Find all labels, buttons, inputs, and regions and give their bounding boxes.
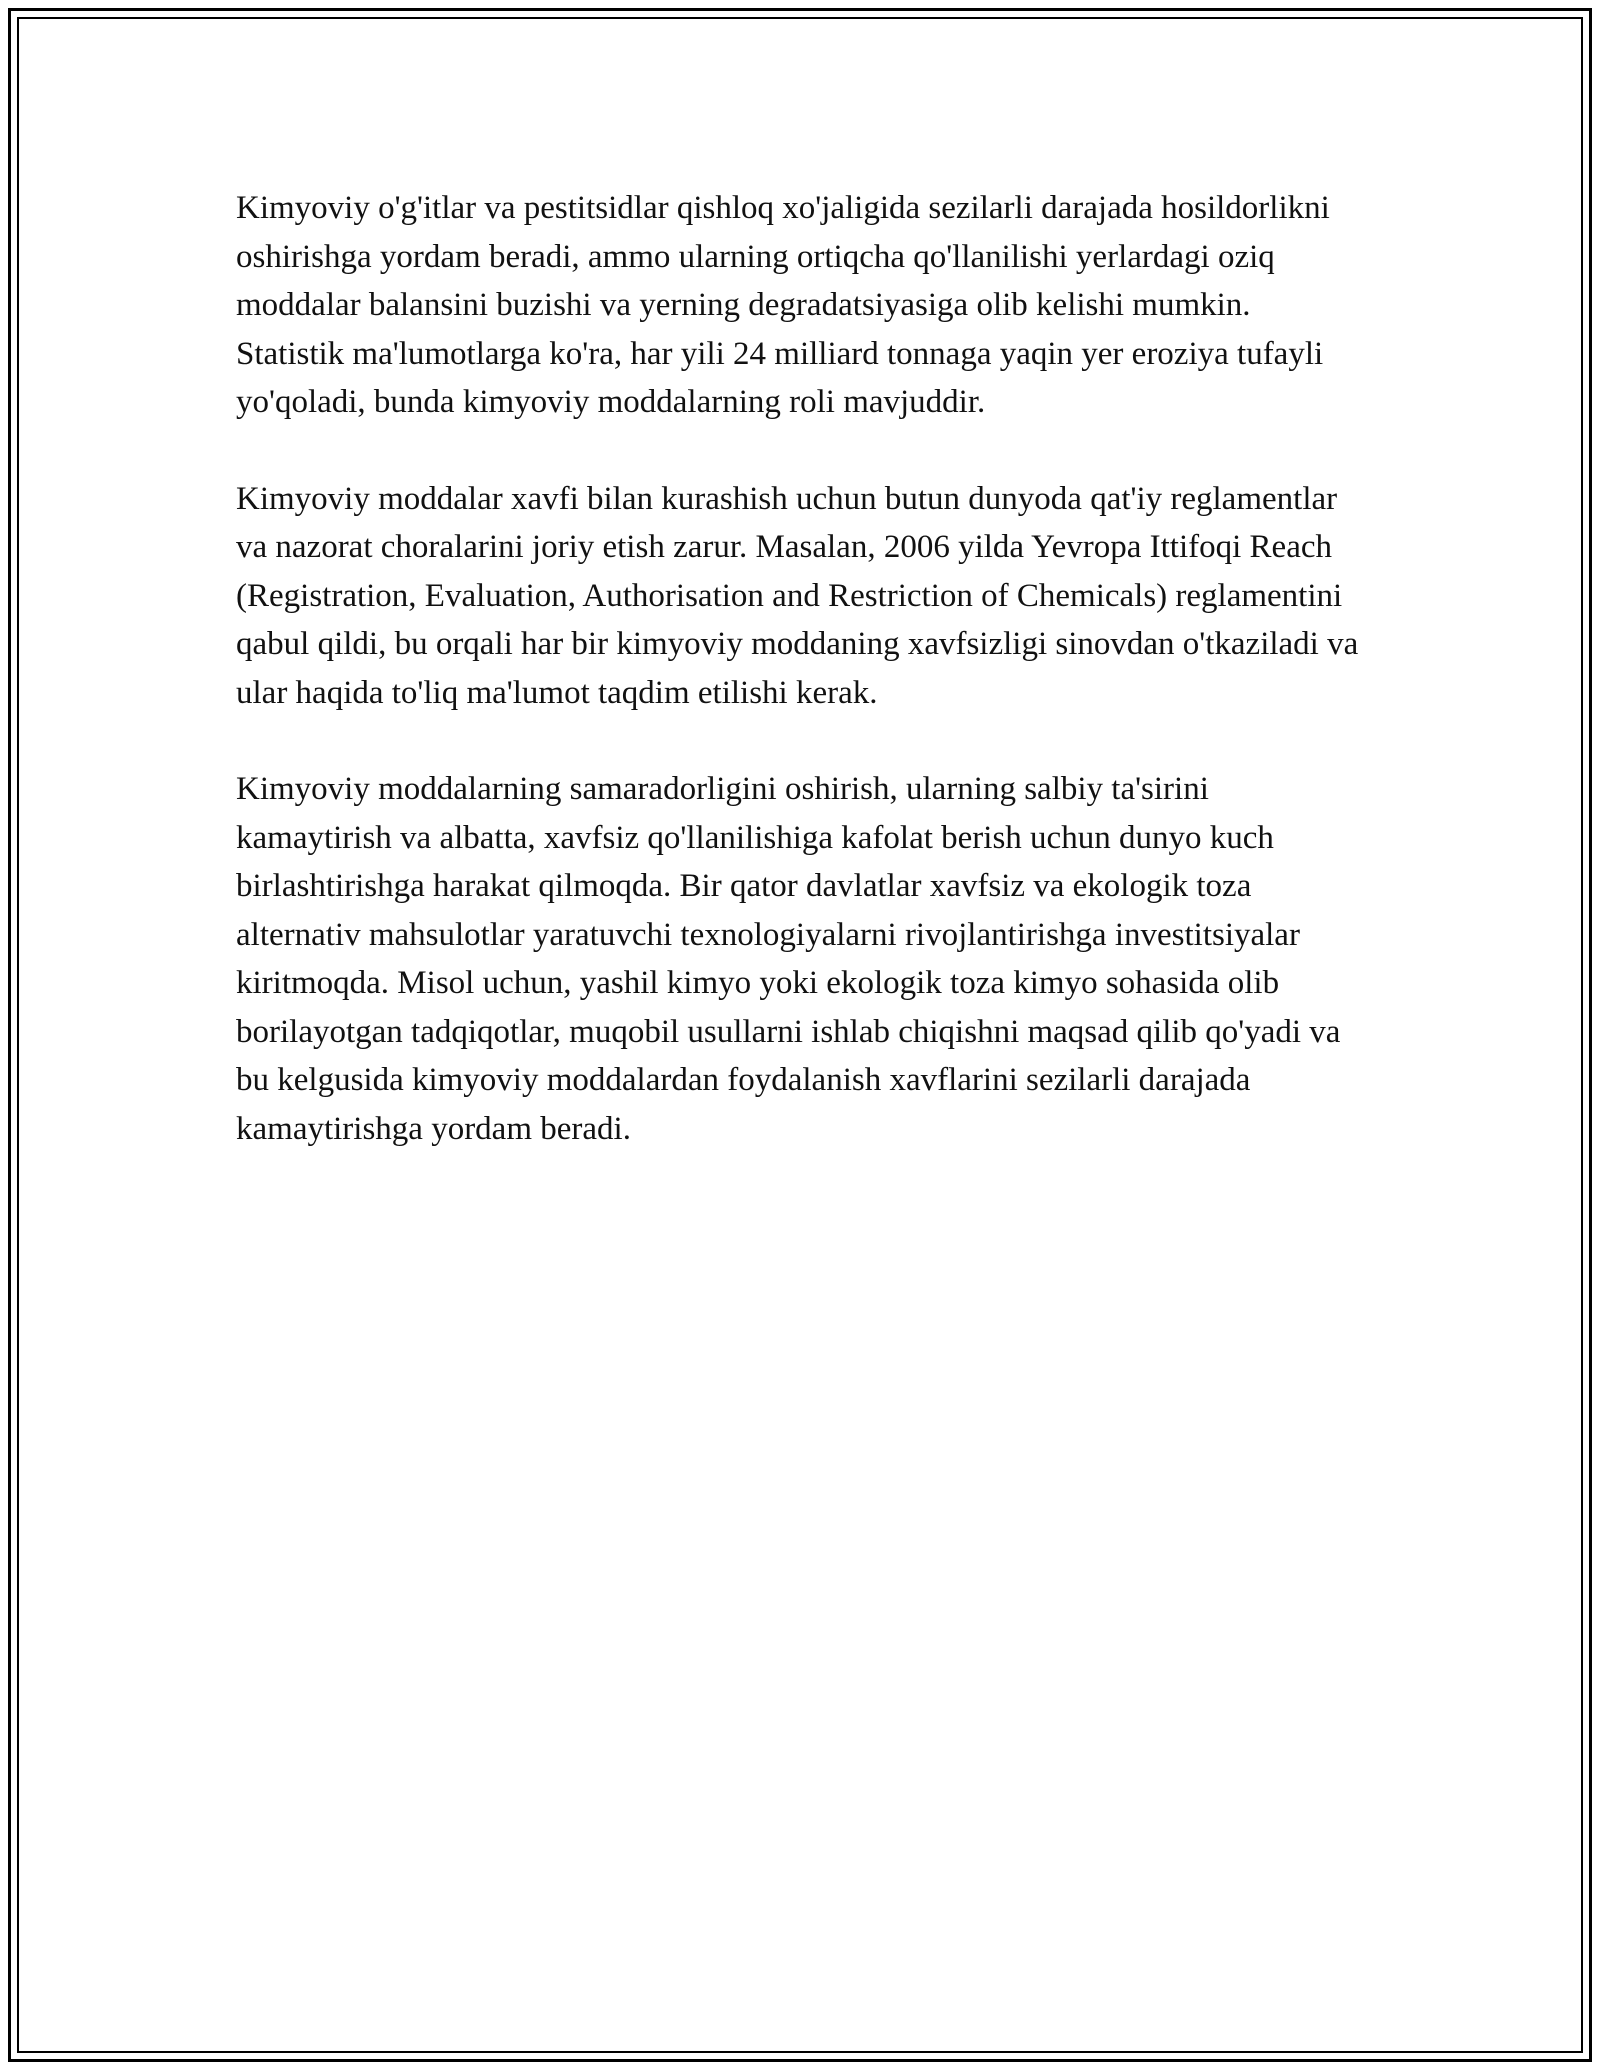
document-body xyxy=(236,184,1366,1201)
paragraph-1: Kimyoviy o'g'itlar va pestitsidlar qishloq xo'jaligida sezilarli darajada hosildorlikni oshirishga yordam beradi, ammo ularning ortiqcha qo'llanilishi yerlardagi oziq moddalar balansini buzishi va yerning degradatsiyasiga olib kelishi mumkin. Statistik ma'lumotlarga ko'ra, har yili 24 milliard tonnaga yaqin yer eroziya tufayli yo'qoladi, bunda kimyoviy moddalarning roli mavjuddir. xyxy=(236,190,1330,420)
paragraph-2: Kimyoviy moddalar xavfi bilan kurashish uchun butun dunyoda qat'iy reglamentlar va nazorat choralarini joriy etish zarur. Masalan, 2006 yilda Yevropa Ittifoqi Reach (Registration, Evaluation, Authorisation and Restriction of Chemicals) reglamentini qabul qildi, bu orqali har bir kimyoviy moddaning xavfsizligi sinovdan o'tkaziladi va ular haqida to'liq ma'lumot taqdim etilishi kerak. xyxy=(236,480,1359,711)
paragraph-3: Kimyoviy moddalarning samaradorligini oshirish, ularning salbiy ta'sirini kamaytirish va albatta, xavfsiz qo'llanilishiga kafolat berish uchun dunyo kuch birlashtirishga harakat qilmoqda. Bir qator davlatlar xavfsiz va ekologik toza alternativ mahsulotlar yaratuvchi texnologiyalarni rivojlantirishga investitsiyalar kiritmoqda. Misol uchun, yashil kimyo yoki ekologik toza kimyo sohasida olib borilayotgan tadqiqotlar, muqobil usullarni ishlab chiqishni maqsad qilib qo'yadi va bu kelgusida kimyoviy moddalardan foydalanish xavflarini sezilarli darajada kamaytirishga yordam beradi. xyxy=(236,771,1341,1147)
